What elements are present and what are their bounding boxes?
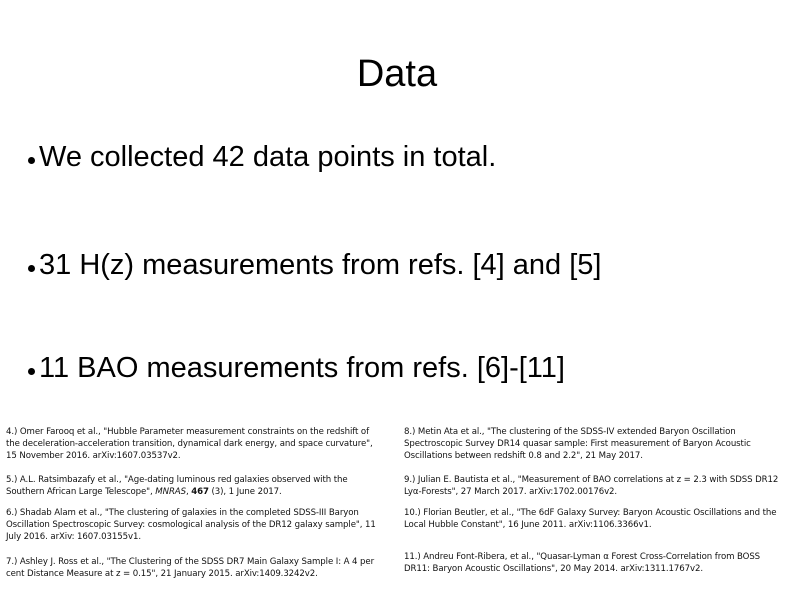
bullet-text: 11 BAO measurements from refs. [6]-[11]: [39, 352, 565, 384]
reference-7: 7.) Ashley J. Ross et al., "The Clustering of the SDSS DR7 Main Galaxy Sample I: A 4 per cent Distance Measure at z = 0.15", 21 January 2015. arXiv:1409.3242v2.: [6, 557, 375, 579]
reference-5: [6, 474, 381, 498]
reference-9: 9.) Julian E. Bautista et al., "Measurement of BAO correlations at z = 2.3 with SDSS DR12 Lyα-Forests", 27 March 2017. arXiv:1702.00176v2.: [404, 475, 779, 497]
reference-5-journal: MNRAS: [155, 487, 186, 497]
reference-5-volume: 467: [191, 487, 209, 497]
bullet-text: 31 H(z) measurements from refs. [4] and [5]: [39, 249, 602, 281]
reference-10: 10.) Florian Beutler, et al., "The 6dF Galaxy Survey: Baryon Acoustic Oscillations and the Local Hubble Constant", 16 June 2011. arXiv:1106.3366v1.: [404, 508, 777, 530]
reference-8: 8.) Metin Ata et al., "The clustering of the SDSS-IV extended Baryon Oscillation Spectroscopic Survey DR14 quasar sample: First measurement of Baryon Acoustic Oscillations between redshift 0.8 and 2.2", 21 May 2017.: [404, 427, 751, 461]
reference-11: 11.) Andreu Font-Ribera, et al., "Quasar-Lyman α Forest Cross-Correlation from BOSS DR11: Baryon Acoustic Oscillations", 20 May 2014. arXiv:1311.1767v2.: [404, 552, 761, 574]
reference-5-suffix: (3), 1 June 2017.: [208, 487, 282, 497]
reference-5-sep: ,: [185, 487, 192, 497]
slide-title: Data: [356, 53, 438, 95]
bullet-text: We collected 42 data points in total.: [39, 141, 497, 173]
reference-6: 6.) Shadab Alam et al., "The clustering of galaxies in the completed SDSS-III Baryon Oscillation Spectroscopic Survey: cosmological analysis of the DR12 galaxy sample", 11 July 2016. arXiv: 1607.03155v1.: [6, 508, 376, 542]
reference-5-text: 5.) A.L. Ratsimbazafy et al., "Age-dating luminous red galaxies observed with the Southern African Large Telescope",: [6, 475, 348, 497]
reference-4: 4.) Omer Farooq et al., "Hubble Parameter measurement constraints on the redshift of the deceleration-acceleration transition, dynamical dark energy, and space curvature", 15 November 2016. arXiv:1607.03537v2.: [6, 427, 373, 461]
